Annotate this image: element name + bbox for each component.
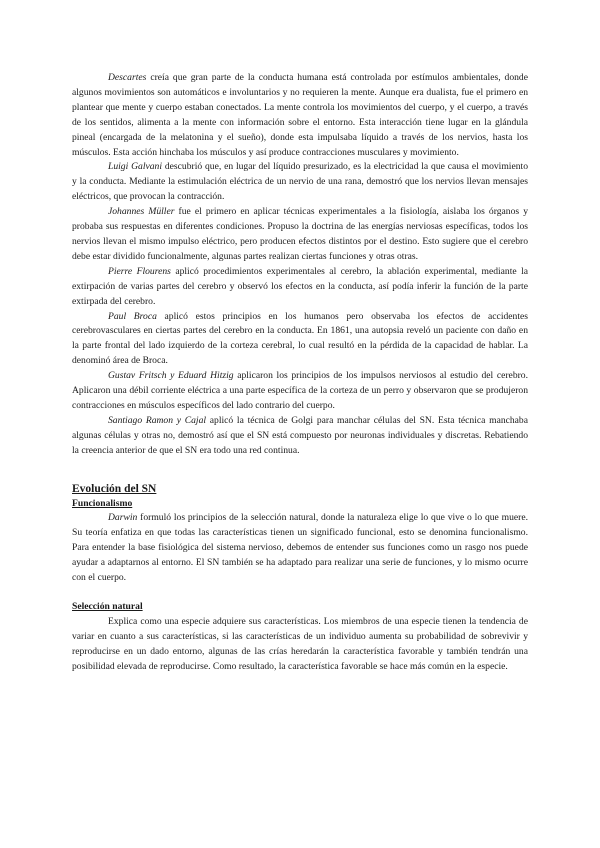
person-name: Santiago Ramon y Cajal — [108, 414, 207, 426]
document-page — [72, 71, 528, 675]
person-name: Johannes Müller — [108, 206, 175, 218]
person-name: Paul Broca — [108, 310, 157, 322]
paragraph-text: descubrió que, en lugar del líquido presurizado, es la electricidad la que causa el movimiento y la conducta. Mediante la estimulación eléctrica de un nervio de una rana, demostró que los nervios llevan mensajes eléctricos, que provocan la contracción. — [72, 161, 528, 203]
person-name: Luigi Galvani — [108, 161, 163, 173]
paragraph-descartes — [72, 71, 528, 160]
paragraph-text: aplicó la técnica de Golgi para manchar células del SN. Esta técnica manchaba algunas células y otras no, demostró así que el SN está compuesto por neuronas individuales y discretas. Rebatiendo la creencia anterior de que el SN era todo una red continua. — [72, 414, 528, 456]
paragraph-text: aplicaron los principios de los impulsos nerviosos al estudio del cerebro. Aplicaron una débil corriente eléctrica a una parte específica de la corteza de un perro y observaron que se produjeron contracciones en músculos específicos del lado contrario del cuerpo. — [72, 370, 529, 411]
paragraph-darwin — [72, 511, 528, 586]
paragraph-fritsch-hitzig — [72, 369, 528, 414]
person-name: Gustav Fritsch y Eduard Hitzig — [108, 370, 234, 382]
paragraph-text: aplicó estos principios en los humanos pero observaba los efectos de accidentes cerebrovasculares en ciertas partes del cerebro en la conducta. En 1861, una autopsia reveló un paciente con daño en la parte frontal del lado izquierdo de la corteza cerebral, lo cual resultó en la pérdida de la capacidad de hablar. La denominó área de Broca. — [72, 310, 528, 367]
subsection-title-natural-selection: Selección natural — [72, 601, 143, 612]
person-name: Darwin — [108, 512, 138, 524]
paragraph-flourens — [72, 265, 528, 310]
paragraph-cajal — [72, 414, 528, 459]
subsection-title-functionalism: Funcionalismo — [72, 497, 133, 509]
paragraph-natural-selection: Explica como una especie adquiere sus características. Los miembros de una especie tienen la tendencia de variar en cuanto a sus características, si las características de un individuo aumenta su probabilidad de sobrevivir y reproducirse en un dado entorno, algunas de las crías heredarán la característica favorable y también tendrán una posibilidad elevada de reproducirse. Como resultado, la característica favorable se hace más común en la especie. — [72, 615, 528, 672]
section-title-evolution: Evolución del SN — [72, 482, 157, 495]
person-name: Descartes — [108, 72, 147, 83]
paragraph-text: fue el primero en aplicar técnicas experimentales a la fisiología, aislaba los órganos y probaba sus respuestas en diferentes condiciones. Propuso la doctrina de las energías nerviosas específicas, todos los nervios llevan el mismo impulso eléctrico, pero producen efectos distintos por el destino. Esto sugiere que el cerebro debe estar dividido funcionalmente, algunas partes realizan ciertas funciones y otras otras. — [72, 206, 528, 262]
paragraph-muller — [72, 205, 528, 265]
paragraph-broca — [72, 310, 528, 370]
paragraph-text: formuló los principios de la selección natural, donde la naturaleza elige lo que vive o lo que muere. Su teoría enfatiza en que todas las características tienen un significado funcional, esto se denomina funcionalismo. Para entender la base fisiológica del sistema nervioso, debemos de entender sus funciones como un rasgo nos puede ayudar a adaptarnos al entorno. El SN también se ha adaptado para realizar una serie de funciones, y lo mismo ocurre con el cuerpo. — [72, 512, 528, 584]
paragraph-text: aplicó procedimientos experimentales al cerebro, la ablación experimental, mediante la extirpación de varias partes del cerebro y observó los efectos en la conducta, así podía inferir la función de la parte extirpada del cerebro. — [72, 265, 529, 307]
paragraph-galvani — [72, 160, 528, 205]
person-name: Pierre Flourens — [108, 265, 171, 277]
paragraph-text: creía que gran parte de la conducta humana está controlada por estímulos ambientales, donde algunos movimientos son automáticos e involuntarios y no requieren la mente. Aunque era dualista, fue el primero en plantear que mente y cuerpo estaban conectados. La mente controla los movimientos del cuerpo, y el cuerpo, a través de los sentidos, alimenta a la mente con información sobre el entorno. Esta interacción tiene lugar en la glándula pineal (encargada de la melatonina y el sueño), donde esta impulsaba líquido a través de los nervios, hasta los músculos. Esta acción hinchaba los músculos y así produce contracciones musculares y movimiento. — [72, 72, 528, 158]
